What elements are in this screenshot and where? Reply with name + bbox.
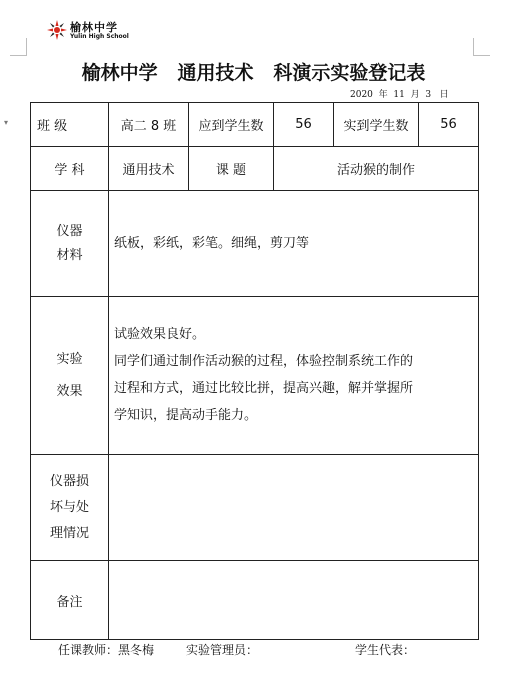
damage-label-line: 理情况: [49, 525, 89, 541]
form-title: 榆林中学 通用技术 科演示实验登记表: [81, 62, 426, 84]
school-logo: [46, 19, 176, 45]
result-label-line: 效果: [56, 383, 83, 399]
table-row: [31, 297, 479, 455]
date-year-unit: 年: [378, 90, 388, 100]
materials-label-line: 仪器: [56, 223, 83, 239]
table-row: [31, 455, 479, 561]
crop-mark-top-left: [26, 38, 27, 56]
date-day: 3: [425, 90, 432, 100]
result-label: [31, 297, 109, 455]
class-value[interactable]: 高二 8 班: [109, 103, 189, 147]
date-month-unit: 月: [410, 90, 420, 100]
table-row: [31, 561, 479, 640]
margin-marker-icon: ▾: [4, 118, 9, 127]
materials-label: [31, 191, 109, 297]
result-value[interactable]: [109, 297, 479, 455]
table-row: [31, 147, 479, 191]
materials-value[interactable]: 纸板，彩纸，彩笔。细绳，剪刀等: [109, 191, 479, 297]
result-label-line: 实验: [56, 351, 83, 367]
table-row: [31, 191, 479, 297]
result-line: 试验效果良好。: [114, 327, 206, 342]
logo-name-en: Yulin High School: [70, 33, 129, 40]
notes-value[interactable]: [109, 561, 479, 640]
notes-label: 备注: [31, 561, 109, 640]
topic-value[interactable]: 活动猴的制作: [274, 147, 479, 191]
crop-mark-top-left: [10, 55, 27, 56]
crop-mark-top-right: [473, 38, 474, 56]
experiment-register-table: [30, 102, 479, 640]
date-year: 2020: [350, 90, 373, 100]
damage-value[interactable]: [109, 455, 479, 561]
footer-student-rep: 学生代表：: [355, 643, 416, 657]
actual-students-label: 实到学生数: [334, 103, 419, 147]
actual-students-value[interactable]: 56: [419, 103, 479, 147]
topic-label: 课 题: [189, 147, 274, 191]
materials-label-line: 材料: [56, 247, 83, 263]
crop-mark-top-right: [473, 55, 490, 56]
result-line: 学知识，提高动手能力。: [114, 408, 258, 423]
expected-students-value[interactable]: 56: [274, 103, 334, 147]
subject-value[interactable]: 通用技术: [109, 147, 189, 191]
damage-label-line: 仪器损: [49, 473, 89, 489]
footer-teacher: 任课教师：黑冬梅: [58, 643, 155, 657]
subject-label: 学 科: [31, 147, 109, 191]
logo-emblem-icon: [46, 19, 68, 41]
damage-label: [31, 455, 109, 561]
table-row: [31, 103, 479, 147]
footer-lab-manager: 实验管理员：: [186, 643, 259, 657]
damage-label-line: 坏与处: [49, 499, 89, 515]
date-day-unit: 日: [439, 90, 449, 100]
logo-name-cn: 榆林中学: [70, 21, 118, 34]
date-month: 11: [393, 90, 405, 100]
result-line: 过程和方式，通过比较比拼，提高兴趣，解并掌握所: [114, 381, 414, 396]
expected-students-label: 应到学生数: [189, 103, 274, 147]
form-date: [350, 87, 449, 100]
class-label: 班 级: [31, 103, 109, 147]
result-line: 同学们通过制作活动猴的过程，体验控制系统工作的: [114, 354, 414, 369]
